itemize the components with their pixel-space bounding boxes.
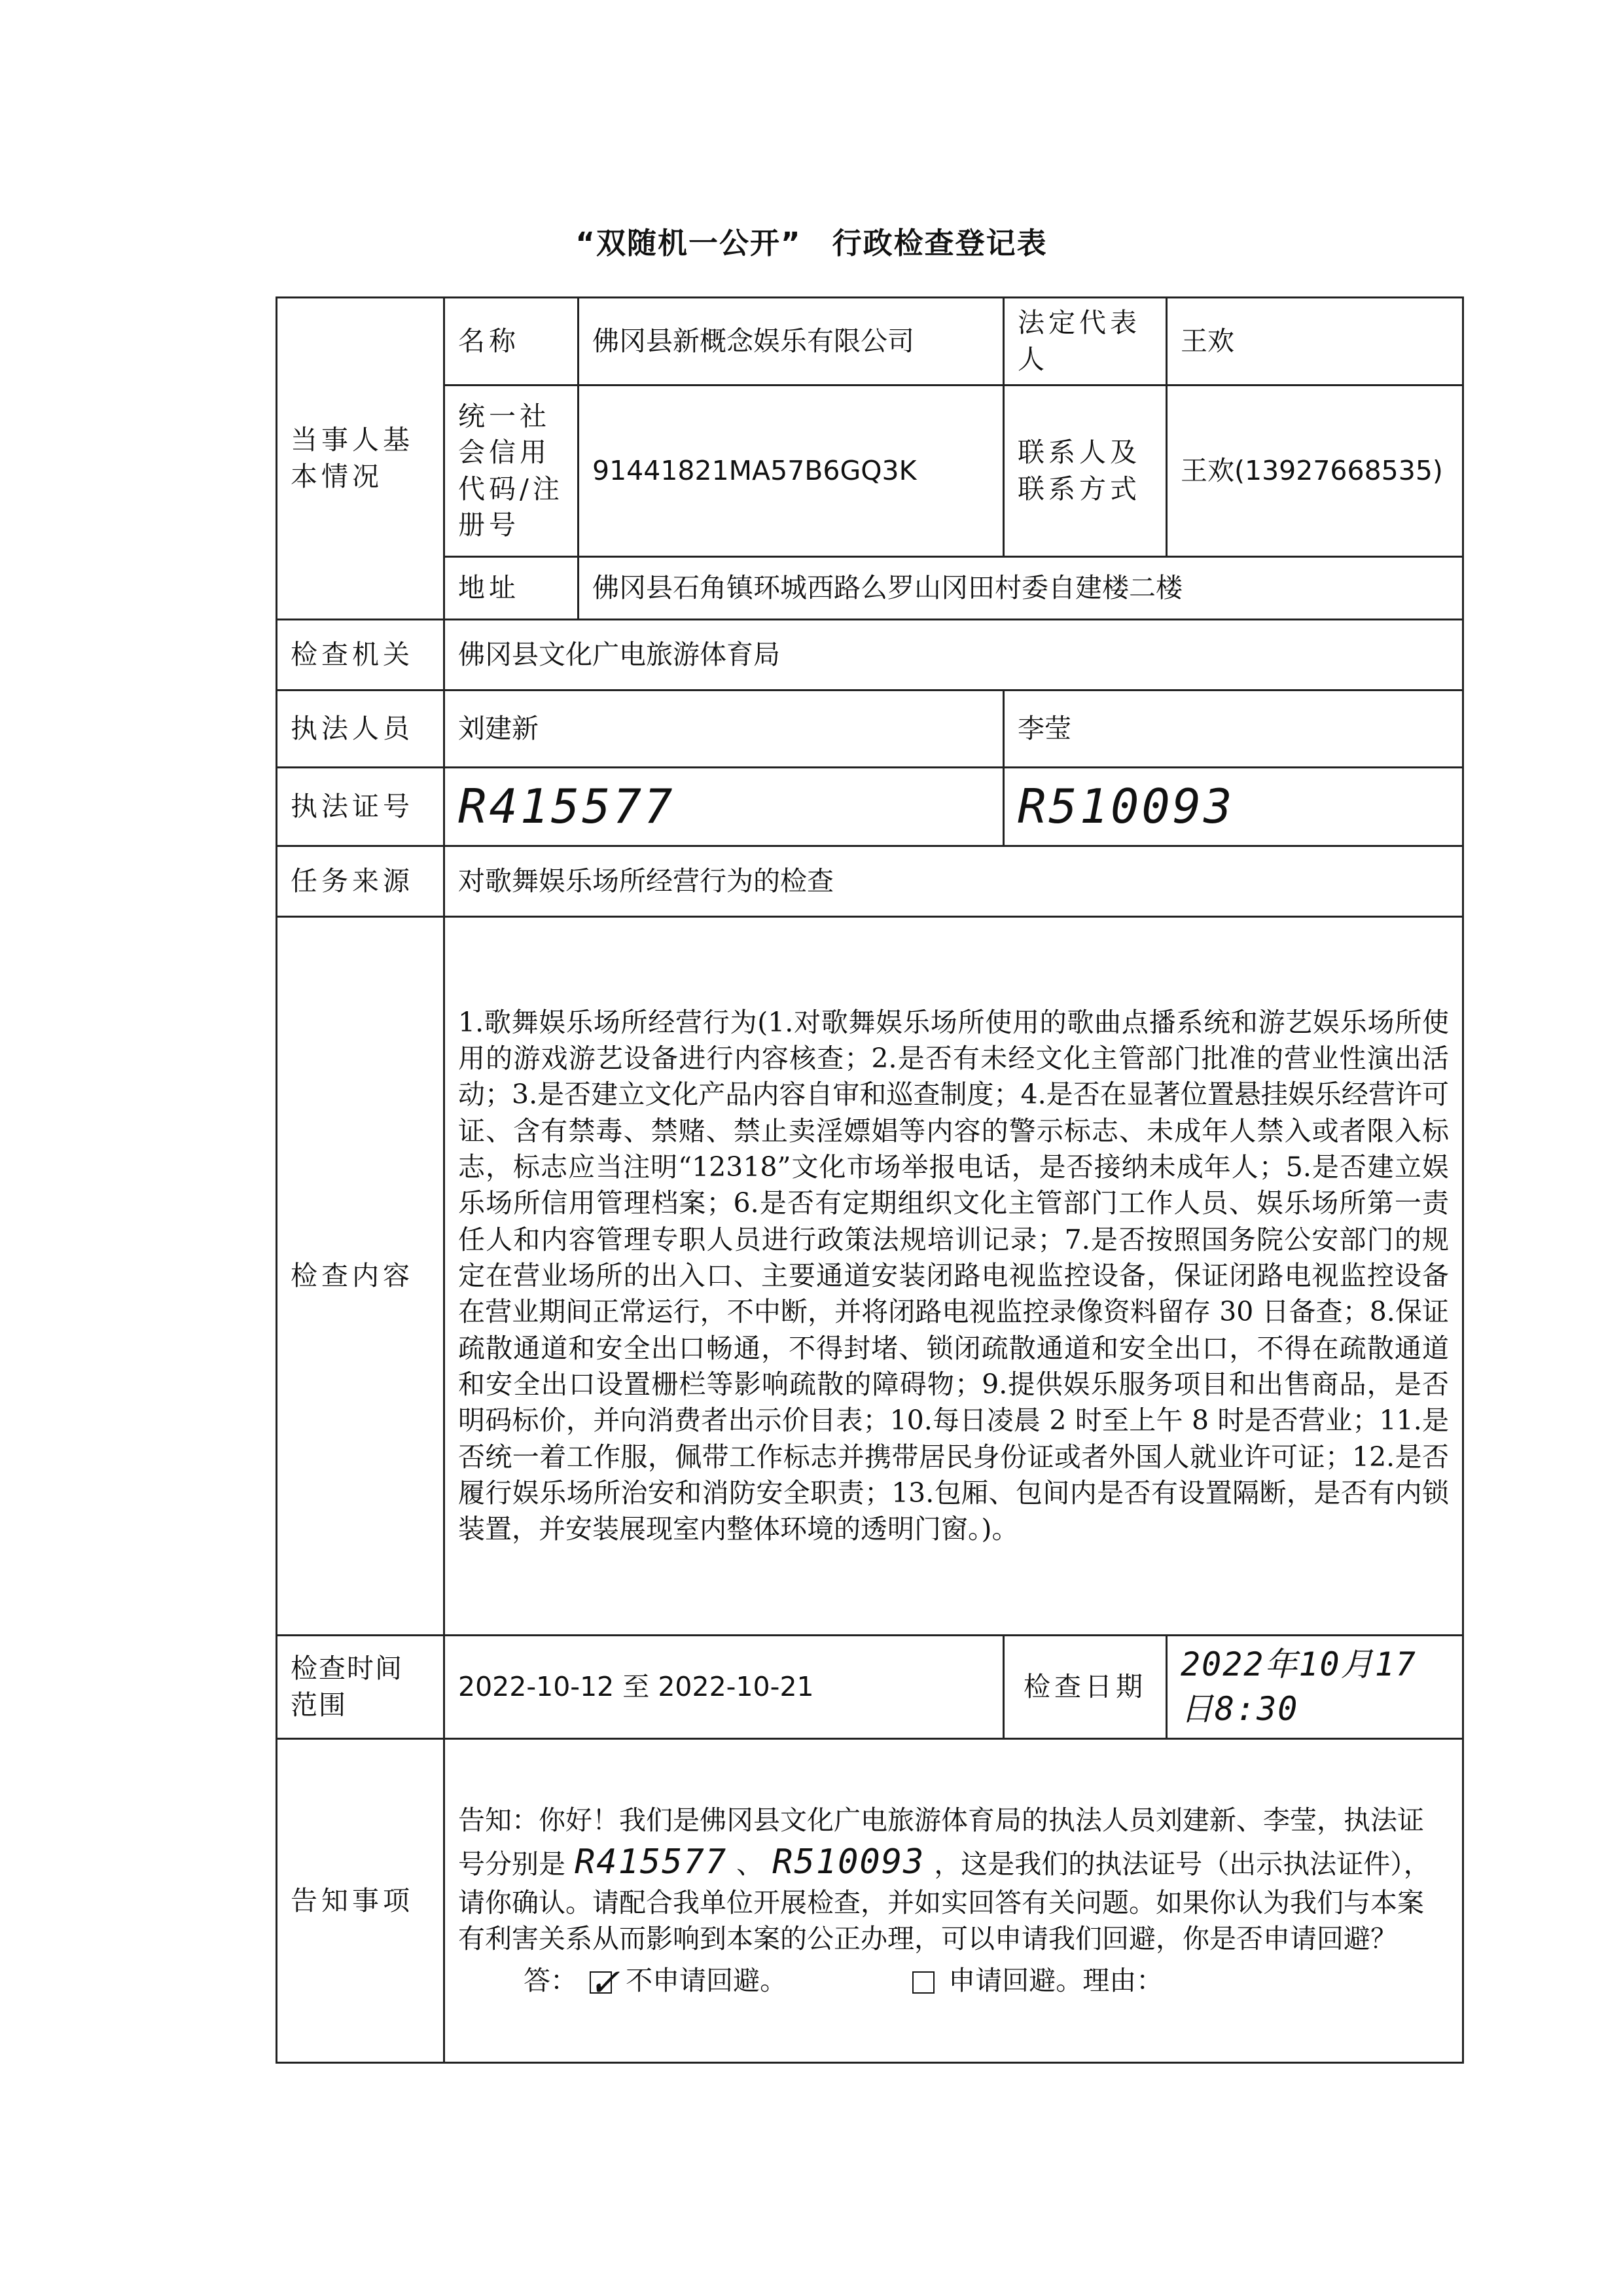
no-recusal-option: 不申请回避。 [626, 1964, 787, 1996]
inspection-content: 1.歌舞娱乐场所经营行为(1.对歌舞娱乐场所使用的歌曲点播系统和游艺娱乐场所使用的游戏游艺设备进行内容核查；2.是否有未经文化主管部门批准的营业性演出活动；3.是否建立文化产品内容自审和巡查制度；4.是否在显著位置悬挂娱乐经营许可证、含有禁毒、禁赌、禁止卖淫嫖娼等内容的警示标志、未成年人禁入或者限入标志，标志应当注明“12318”文化市场举报电话，是否接纳未成年人；5.是否建立娱乐场所信用管理档案；6.是否有定期组织文化主管部门工作人员、娱乐场所第一责任人和内容管理专职人员进行政策法规培训记录；7.是否按照国务院公安部门的规定在营业场所的出入口、主要通道安装闭路电视监控设备，保证闭路电视监控设备在营业期间正常运行，不中断，并将闭路电视监控录像资料留存 30 日备查；8.保证疏散通道和安全出口畅通，不得封堵、锁闭疏散通道和安全出口，不得在疏散通道和安全出口设置栅栏等影响疏散的障碍物；9.提供娱乐服务项目和出售商品，是否明码标价，并向消费者出示价目表；10.每日凌晨 2 时至上午 8 时是否营业；11.是否统一着工作服，佩带工作标志并携带居民身份证或者外国人就业许可证；12.是否履行娱乐场所治安和消防安全职责；13.包厢、包间内是否有设置隔断，是否有内锁装置，并安装展现室内整体环境的透明门窗。)。 [444, 917, 1463, 1636]
contact: 王欢(13927668535) [1167, 386, 1463, 557]
task-source: 对歌舞娱乐场所经营行为的检查 [444, 846, 1463, 917]
legal-rep-label: 法定代表人 [1004, 298, 1167, 386]
inspection-date-handwritten: 2022年10月17日8:30 [1181, 1645, 1417, 1728]
inspection-record-table [276, 296, 1464, 2064]
legal-rep: 王欢 [1167, 298, 1463, 386]
recusal-checkbox[interactable] [912, 1971, 935, 1994]
form-title: “双随机一公开” 行政检查登记表 [575, 226, 1048, 260]
inspection-date-label: 检查日期 [1004, 1636, 1167, 1739]
cert-2-handwritten: R510093 [1018, 779, 1235, 834]
cert-label: 执法证号 [277, 768, 444, 846]
content-label: 检查内容 [277, 917, 444, 1636]
notice-text-part2: ，这是我们的执法证号（出示执法证件），请你确认。请配合我单位开展检查，并如实回答有关问题。如果你认为我们与本案有利害关系从而影响到本案的公正办理，可以申请我们回避，你是否申请回避？ [458, 1848, 1431, 1955]
cert-2-cell [1004, 768, 1463, 846]
officer-2: 李莹 [1004, 691, 1463, 768]
no-recusal-checkbox[interactable] [588, 1960, 620, 2005]
party-section-label: 当事人基本情况 [277, 298, 444, 620]
address: 佛冈县石角镇环城西路么罗山冈田村委自建楼二楼 [579, 557, 1463, 620]
agency: 佛冈县文化广电旅游体育局 [444, 620, 1463, 691]
notice-cert-1-handwritten: R415577 [575, 1842, 728, 1882]
contact-label: 联系人及联系方式 [1004, 386, 1167, 557]
credit-code: 91441821MA57B6GQ3K [579, 386, 1004, 557]
officers-label: 执法人员 [277, 691, 444, 768]
answer-row [458, 1960, 1449, 2005]
officer-1: 刘建新 [444, 691, 1004, 768]
recusal-option: 申请回避。理由： [948, 1964, 1164, 1996]
notice-content [444, 1739, 1463, 2063]
name-label: 名称 [444, 298, 579, 386]
cert-1-handwritten: R415577 [458, 779, 675, 834]
notice-text-part1: 告知：你好！我们是佛冈县文化广电旅游体育局的执法人员刘建新、李莹，执法证号分别是 [458, 1804, 1424, 1880]
cert-1-cell [444, 768, 1004, 846]
notice-label: 告知事项 [277, 1739, 444, 2063]
company-name: 佛冈县新概念娱乐有限公司 [579, 298, 1004, 386]
address-label: 地址 [444, 557, 579, 620]
inspection-date-cell [1167, 1636, 1463, 1739]
time-range: 2022-10-12 至 2022-10-21 [444, 1636, 1004, 1739]
notice-separator: 、 [736, 1848, 764, 1880]
agency-label: 检查机关 [277, 620, 444, 691]
task-label: 任务来源 [277, 846, 444, 917]
time-range-label: 检查时间范围 [277, 1636, 444, 1739]
credit-code-label: 统一社会信用代码/注册号 [444, 386, 579, 557]
check-mark-icon: ✓ [588, 1960, 620, 2005]
notice-cert-2-handwritten: R510093 [772, 1842, 925, 1882]
answer-label: 答： [524, 1964, 577, 1996]
